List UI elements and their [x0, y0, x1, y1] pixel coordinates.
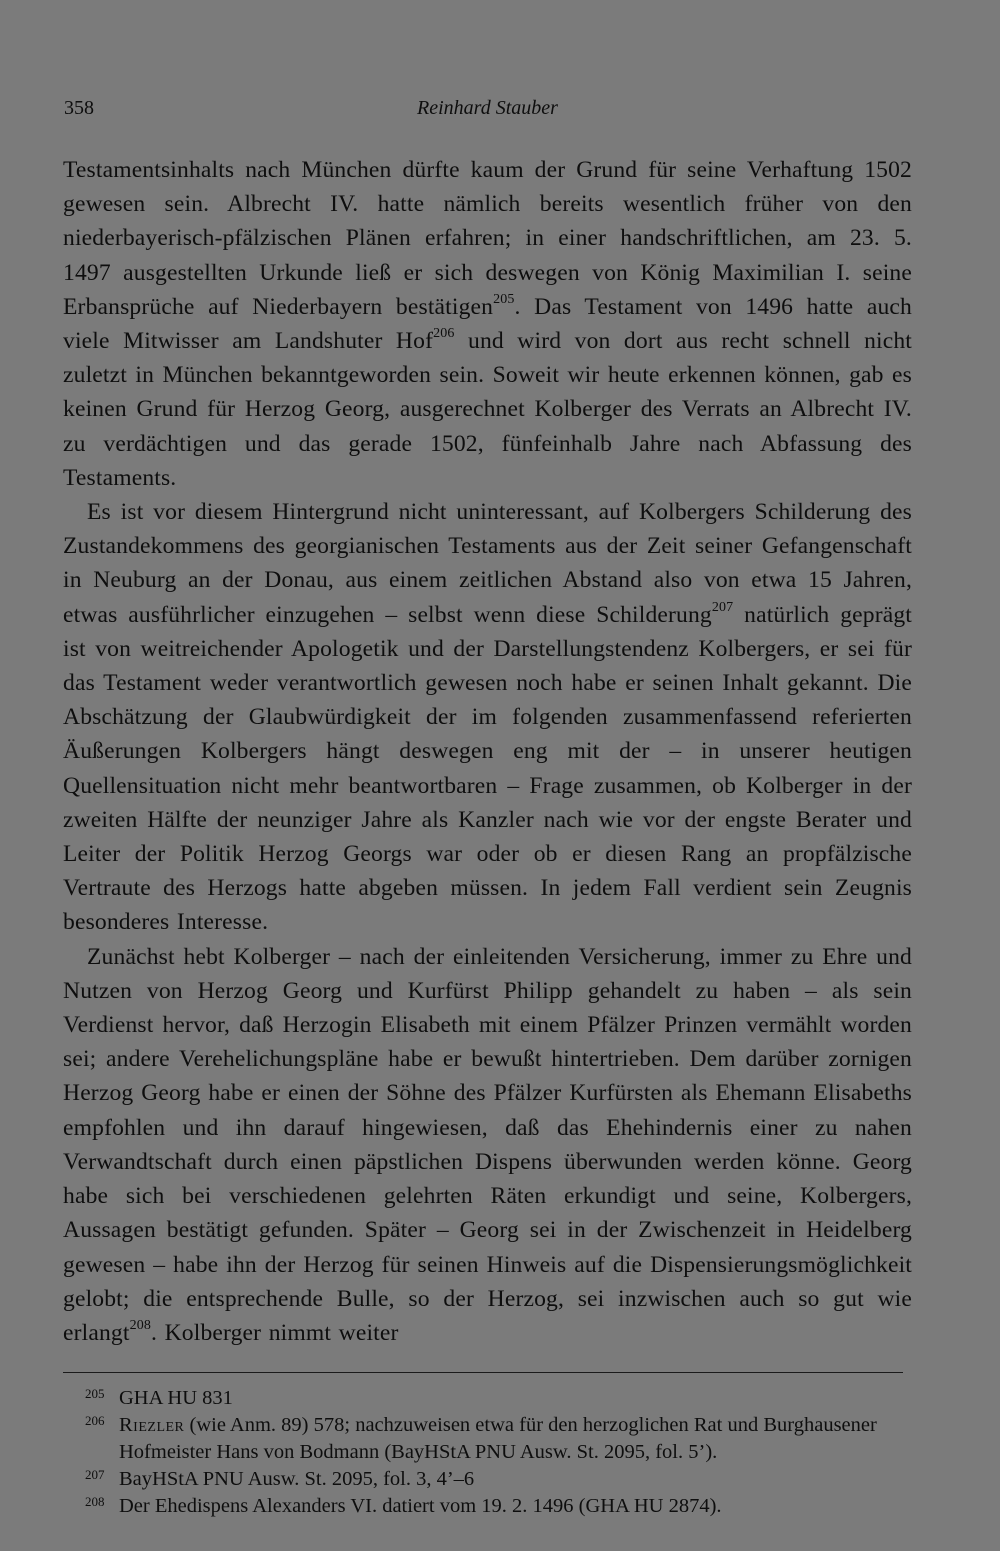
paragraph-1 [63, 153, 912, 495]
text-run: und wird von dort aus recht schnell nicht zuletzt in München bekanntgeworden sein. Soweit wir heute erkennen können, gab es keinen Grund für Herzog Georg, ausgerechnet Kolberger des Verrats an Albrecht IV. zu verdächtigen und das gerade 1502, fünfeinhalb Jahre nach Abfassung des Testaments. [63, 328, 912, 491]
main-text [63, 153, 912, 1350]
footnote-206 [63, 1412, 912, 1466]
footnote-ref-207[interactable]: 207 [711, 599, 734, 615]
footnote-number: 207 [85, 1467, 105, 1482]
footnote-text: BayHStA PNU Ausw. St. 2095, fol. 3, 4’–6 [119, 1468, 475, 1490]
footnote-separator-rule [63, 1372, 903, 1373]
footnote-number: 208 [85, 1494, 105, 1509]
footnote-number: 206 [85, 1413, 105, 1428]
footnote-ref-206[interactable]: 206 [433, 326, 455, 342]
paragraph-2 [63, 495, 912, 940]
text-run: natürlich geprägt ist von weitreichender Apologetik und der Darstellungstendenz Kolbergers, er sei für das Testament weder verantwortlich gewesen noch habe er seinen Inhalt gekannt. Die Abschätzung der Glaubwürdigkeit der im folgenden zusammenfassend referierten Äußerungen Kolbergers hängt deswegen eng mit der – in unserer heutigen Quellensituation nicht mehr beantwortbaren – Frage zusammen, ob Kolberger in der zweiten Hälfte der neunziger Jahre als Kanzler nach wie vor der engste Berater und Leiter der Politik Herzog Georgs war oder ob er diesen Rang an propfälzische Vertraute des Herzogs hatte abgeben müssen. In jedem Fall verdient sein Zeugnis besonderes Interesse. [63, 601, 912, 936]
page-header [64, 94, 908, 122]
footnote-ref-208[interactable]: 208 [129, 1318, 152, 1334]
footnote-207 [63, 1466, 912, 1493]
page-number: 358 [64, 97, 94, 119]
footnotes [63, 1385, 912, 1520]
text-run: . Kolberger nimmt weiter [151, 1319, 399, 1346]
footnote-number: 205 [85, 1386, 105, 1401]
paragraph-3 [63, 940, 912, 1350]
running-head-author: Reinhard Stauber [417, 97, 558, 119]
text-run: Zunächst hebt Kolberger – nach der einleitenden Versicherung, immer zu Ehre und Nutzen von Herzog Georg und Kurfürst Philipp gehandelt zu haben – als sein Verdienst hervor, daß Herzogin Elisabeth mit einem Pfälzer Prinzen vermählt worden sei; andere Verehelichungspläne habe er bewußt hintertrieben. Dem darüber zornigen Herzog Georg habe er einen der Söhne des Pfälzer Kurfürsten als Ehemann Elisabeths empfohlen und ihn darauf hingewiesen, daß das Ehehindernis einer zu nahen Verwandtschaft durch einen päpstlichen Dispens überwunden werden könne. Georg habe sich bei verschiedenen gelehrten Räten erkundigt und seine, Kolbergers, Aussagen bestätigt gefunden. Später – Georg sei in der Zwischenzeit in Heidelberg gewesen – habe ihn der Herzog für seinen Hinweis auf die Dispensierungsmöglichkeit gelobt; die entsprechende Bulle, so der Herzog, sei inzwischen auch so gut wie erlangt [63, 943, 912, 1346]
footnote-text: (wie Anm. 89) 578; nachzuweisen etwa für den herzoglichen Rat und Burghausener Hofmeister Hans von Bodmann (BayHStA PNU Ausw. St. 2095, fol. 5’). [119, 1414, 877, 1463]
footnote-author-smallcaps: Riezler [119, 1414, 185, 1436]
text-run: Es ist vor diesem Hintergrund nicht uninteressant, auf Kolbergers Schilderung des Zustandekommens des georgianischen Testaments aus der Zeit seiner Gefangenschaft in Neuburg an der Donau, aus einem zeitlichen Abstand also von etwa 15 Jahren, etwas ausführlicher einzugehen – selbst wenn diese Schilderung [63, 499, 912, 628]
footnote-ref-205[interactable]: 205 [493, 291, 515, 307]
text-run: . Das Testament von 1496 hatte auch viele Mitwisser am Landshuter Hof [63, 293, 912, 355]
footnote-208 [63, 1493, 912, 1520]
footnote-text: GHA HU 831 [119, 1387, 233, 1409]
footnote-text: Der Ehedispens Alexanders VI. datiert vom 19. 2. 1496 (GHA HU 2874). [119, 1495, 722, 1517]
footnote-205 [63, 1385, 912, 1412]
text-run: Testamentsinhalts nach München dürfte kaum der Grund für seine Verhaftung 1502 gewesen sein. Albrecht IV. hatte nämlich bereits wesentlich früher von den niederbayerisch-pfälzischen Plänen erfahren; in einer handschriftlichen, am 23. 5. 1497 ausgestellten Urkunde ließ er sich deswegen von König Maximilian I. seine Erbansprüche auf Niederbayern bestätigen [63, 157, 912, 320]
